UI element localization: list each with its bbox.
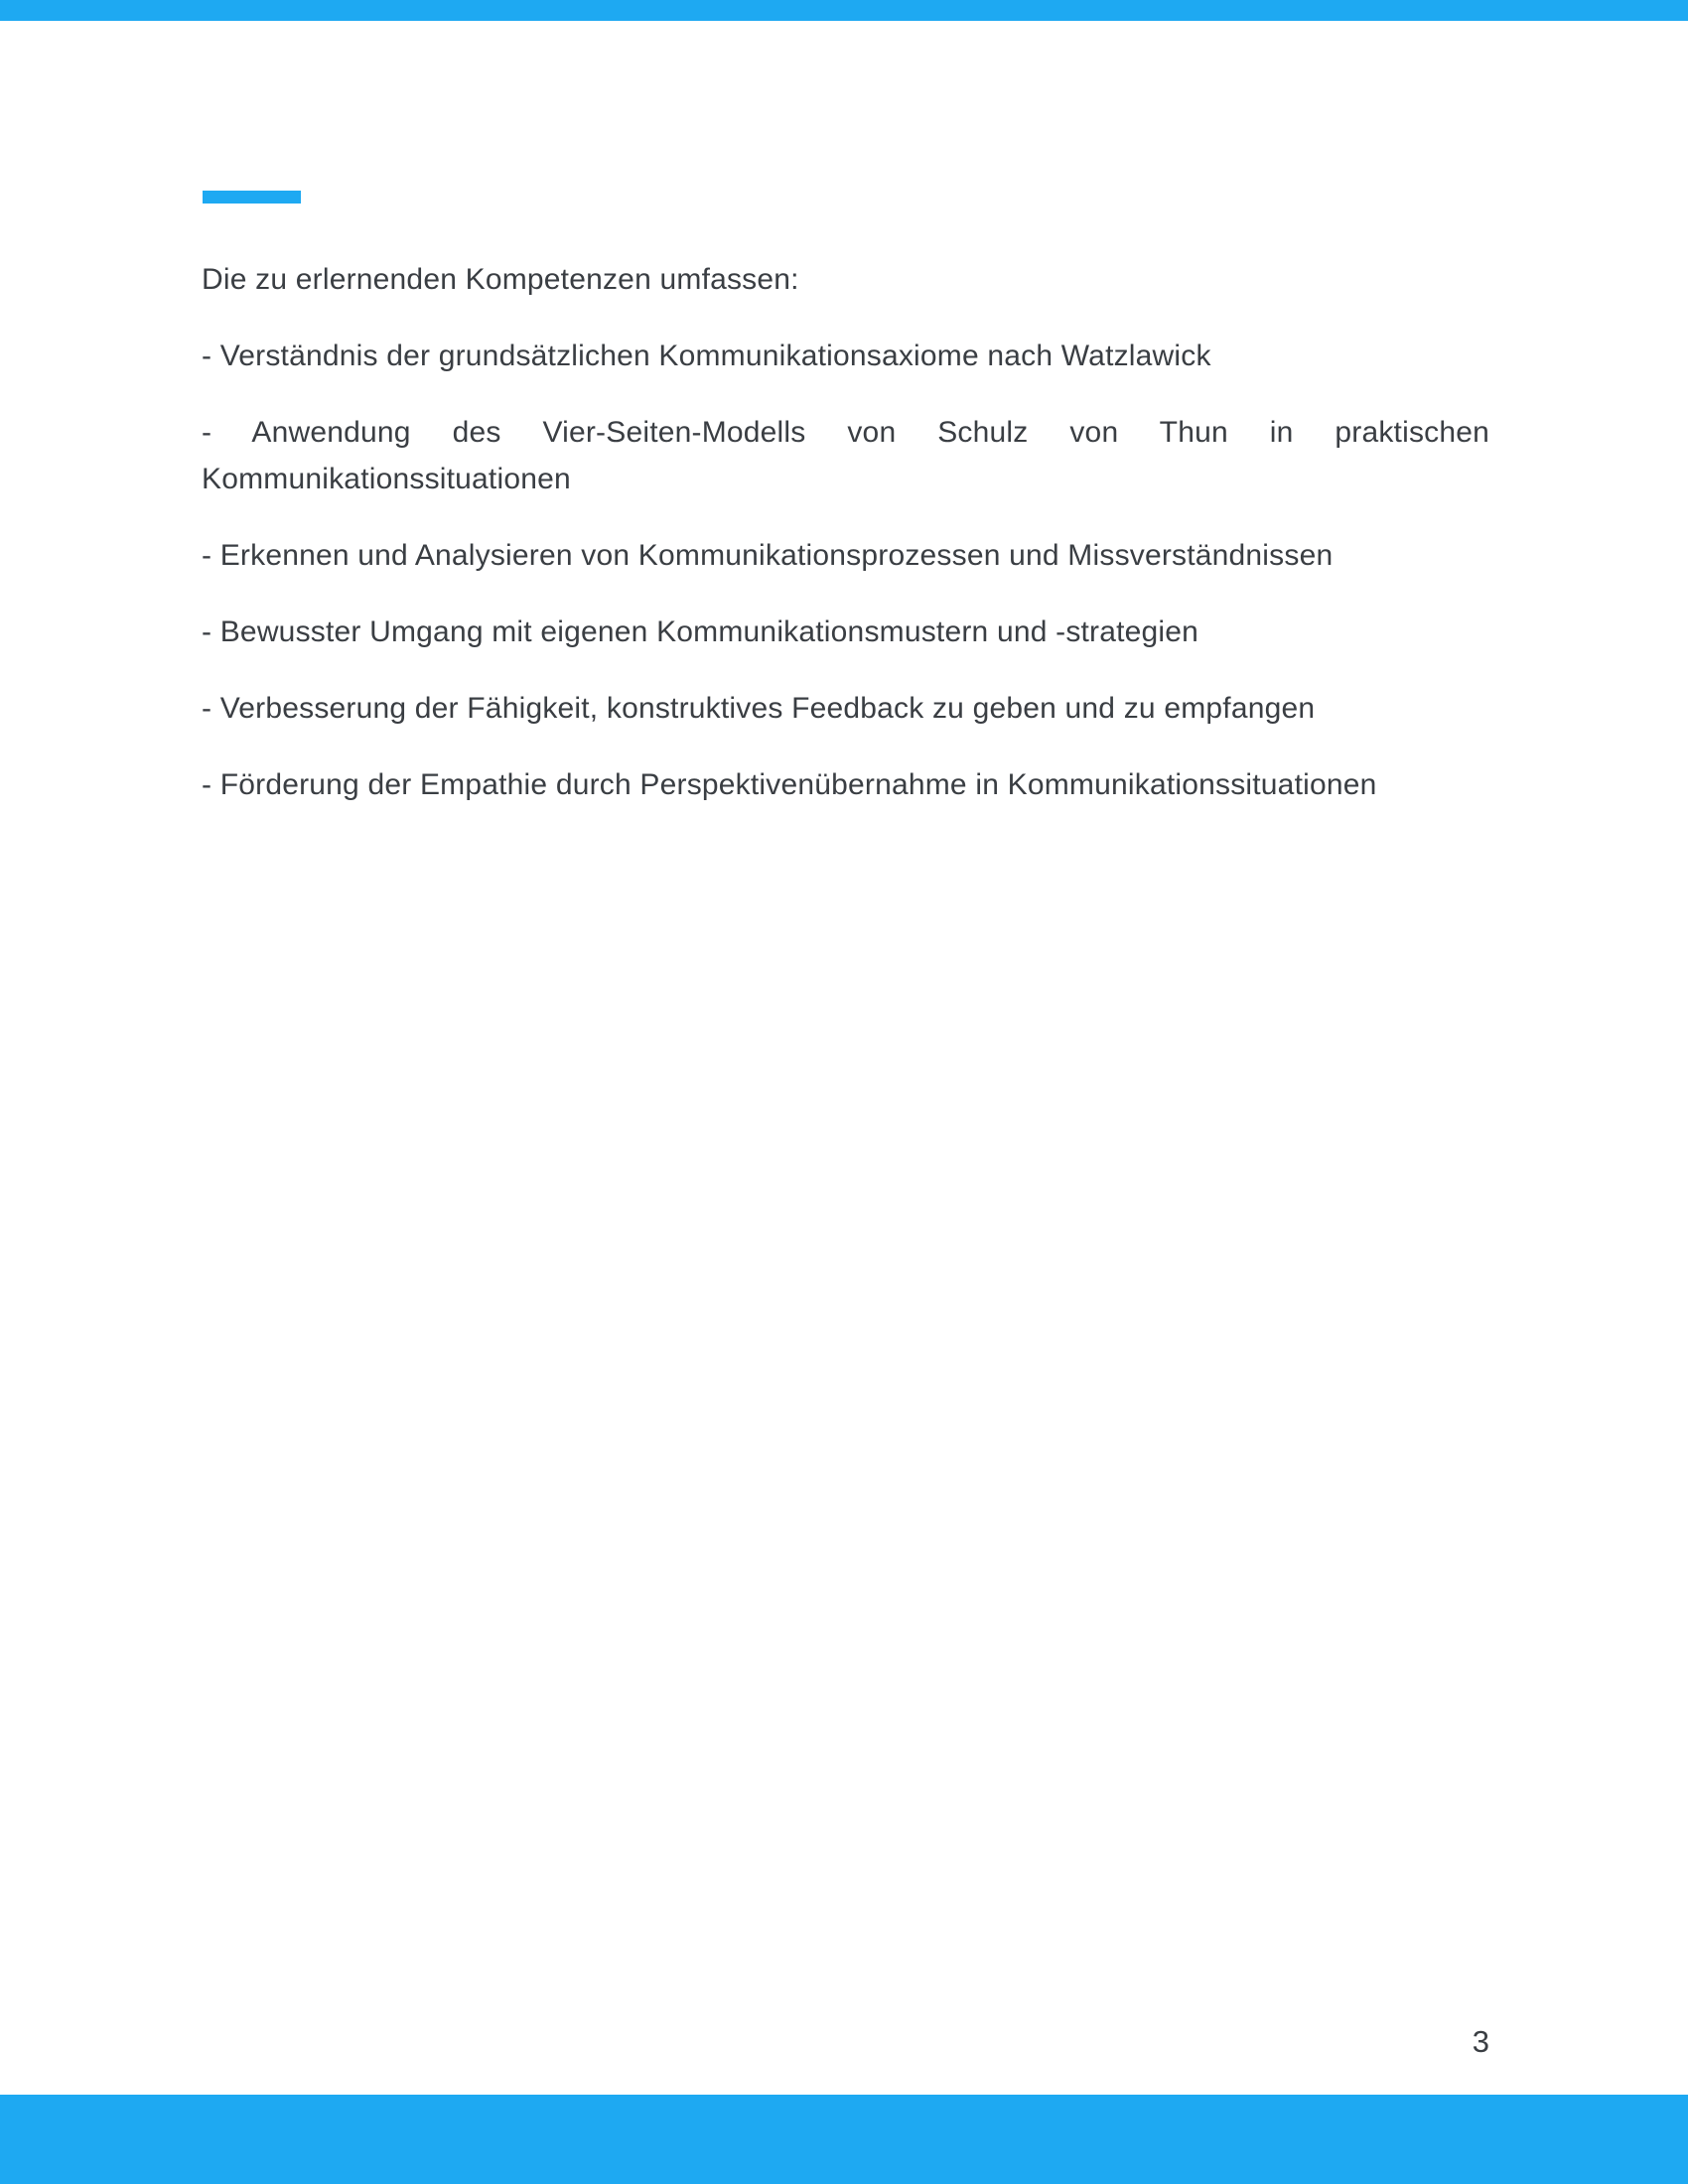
bullet-paragraph: - Förderung der Empathie durch Perspektivenübernahme in Kommunikationssituationen	[202, 768, 1377, 801]
bullet-paragraph: - Bewusster Umgang mit eigenen Kommunikationsmustern und -strategien	[202, 615, 1199, 648]
section-marker-dash	[203, 191, 301, 204]
intro-paragraph: Die zu erlernenden Kompetenzen umfassen:	[202, 263, 799, 296]
bullet-paragraph: - Verständnis der grundsätzlichen Kommunikationsaxiome nach Watzlawick	[202, 340, 1211, 372]
top-accent-bar	[0, 0, 1688, 21]
bullet-paragraph: - Verbesserung der Fähigkeit, konstruktives Feedback zu geben und zu empfangen	[202, 692, 1316, 725]
bullet-paragraph: - Erkennen und Analysieren von Kommunikationsprozessen und Missverständnissen	[202, 539, 1334, 572]
bullet-paragraph: - Anwendung des Vier-Seiten-Modells von Schulz von Thun in praktischen Kommunikationssituationen	[202, 416, 1489, 495]
page-number: 3	[1472, 2024, 1489, 2059]
bottom-accent-bar	[0, 2095, 1688, 2184]
body-text	[202, 256, 1489, 838]
